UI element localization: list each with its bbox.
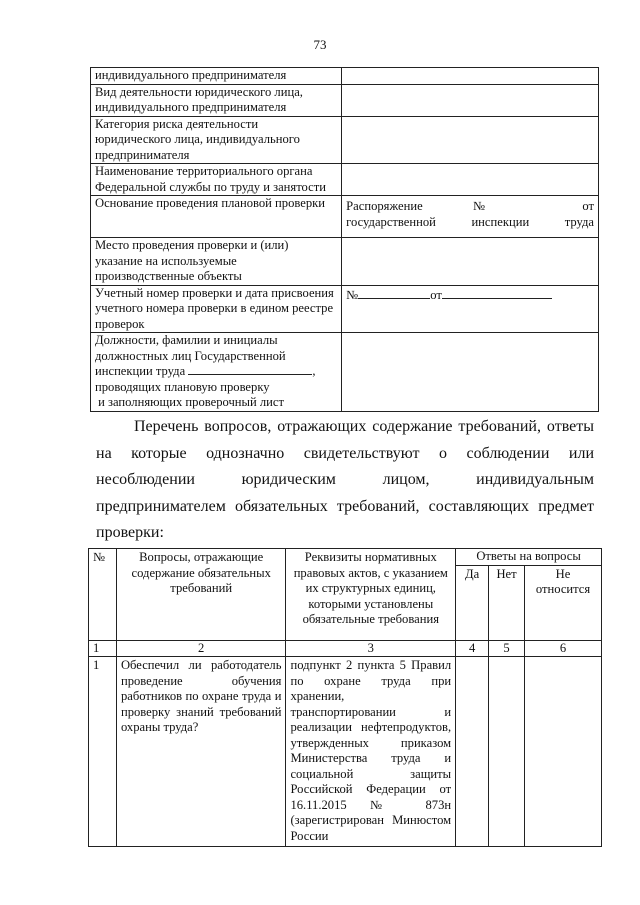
header-row: [89, 549, 602, 566]
inspection-blank: [188, 374, 312, 375]
header-yes: Да: [456, 565, 489, 640]
requirements-intro-paragraph: Перечень вопросов, отражающих содержание требований, ответы на которые однозначно свидетельствуют о соблюдении или несоблюдении юридическим лицом, индивидуальным предпринимателем обязательных требований, составляющих предмет проверки:: [96, 418, 594, 541]
info-value: [342, 68, 599, 85]
questions-table: [88, 548, 602, 847]
number-blank: [358, 298, 430, 299]
officials-label-line1: Должности, фамилии и инициалы должностных лиц Государственной: [95, 333, 286, 363]
column-number: 3: [286, 640, 456, 657]
column-numbers-row: [89, 640, 602, 657]
header-no: Нет: [489, 565, 525, 640]
answer-yes-cell[interactable]: [456, 657, 489, 847]
table-row: [91, 196, 599, 238]
date-prefix: от: [430, 287, 442, 302]
info-label: индивидуального предпринимателя: [91, 68, 342, 85]
question-text: Обеспечил ли работодатель проведение обучения работников по охране труда и проверку знаний требований охраны труда?: [116, 657, 286, 847]
info-label: Место проведения проверки и (или) указание на используемые производственные объекты: [91, 238, 342, 286]
table-row: [91, 164, 599, 196]
info-value: [342, 84, 599, 116]
inspection-info-table: [90, 67, 599, 412]
officials-label: [91, 333, 342, 412]
column-number: 1: [89, 640, 117, 657]
info-label: Наименование территориального органа Федеральной службы по труду и занятости: [91, 164, 342, 196]
table-row: [91, 285, 599, 333]
header-questions: Вопросы, отражающие содержание обязательных требований: [116, 549, 286, 641]
table-row: [89, 657, 602, 847]
header-answers: Ответы на вопросы: [456, 549, 602, 566]
officials-label-inspection: инспекции труда: [95, 364, 186, 378]
officials-label-line2: [95, 364, 337, 380]
info-label: Вид деятельности юридического лица, индивидуального предпринимателя: [91, 84, 342, 116]
table-row: [91, 116, 599, 164]
inspection-basis-value: [342, 196, 599, 238]
answer-na-cell[interactable]: [525, 657, 602, 847]
question-number: 1: [89, 657, 117, 847]
header-na: Не относится: [525, 565, 602, 640]
info-label: Учетный номер проверки и дата присвоения учетного номера проверки в едином реестре проверок: [91, 285, 342, 333]
officials-label-line3: проводящих плановую проверку: [95, 379, 270, 394]
officials-label-comma: ,: [312, 364, 316, 378]
officials-label-line4: и заполняющих проверочный лист: [95, 395, 285, 409]
info-label: Категория риска деятельности юридического лица, индивидуального предпринимателя: [91, 116, 342, 164]
column-number: 5: [489, 640, 525, 657]
answer-no-cell[interactable]: [489, 657, 525, 847]
header-num: №: [89, 549, 117, 641]
registry-number-value: [342, 285, 599, 333]
table-row: [91, 68, 599, 85]
column-number: 2: [116, 640, 286, 657]
number-sign: №: [346, 287, 359, 302]
info-value: [342, 333, 599, 412]
requisites-text: подпункт 2 пункта 5 Правил по охране труда при хранении, транспортировании и реализации нефтепродуктов, утвержденных приказом Министерства труда и социальной защиты Российской Федерации от 16.11.2015 № 873н (зарегистрирован Минюстом России: [286, 657, 456, 847]
table-row: [91, 238, 599, 286]
header-requisites: Реквизиты нормативных правовых актов, с указанием их структурных единиц, которыми установлены обязательные требования: [286, 549, 456, 641]
page-number: 73: [313, 37, 327, 52]
info-value: [342, 238, 599, 286]
date-blank: [442, 298, 552, 299]
order-line: [346, 199, 594, 215]
info-value: [342, 116, 599, 164]
order-text: Распоряжение № от: [346, 199, 594, 213]
info-label: Основание проведения плановой проверки: [91, 196, 342, 238]
table-row: [91, 84, 599, 116]
column-number: 4: [456, 640, 489, 657]
info-value: [342, 164, 599, 196]
table-row: [91, 333, 599, 412]
inspection-name-line: государственной инспекции труда: [346, 214, 594, 229]
column-number: 6: [525, 640, 602, 657]
